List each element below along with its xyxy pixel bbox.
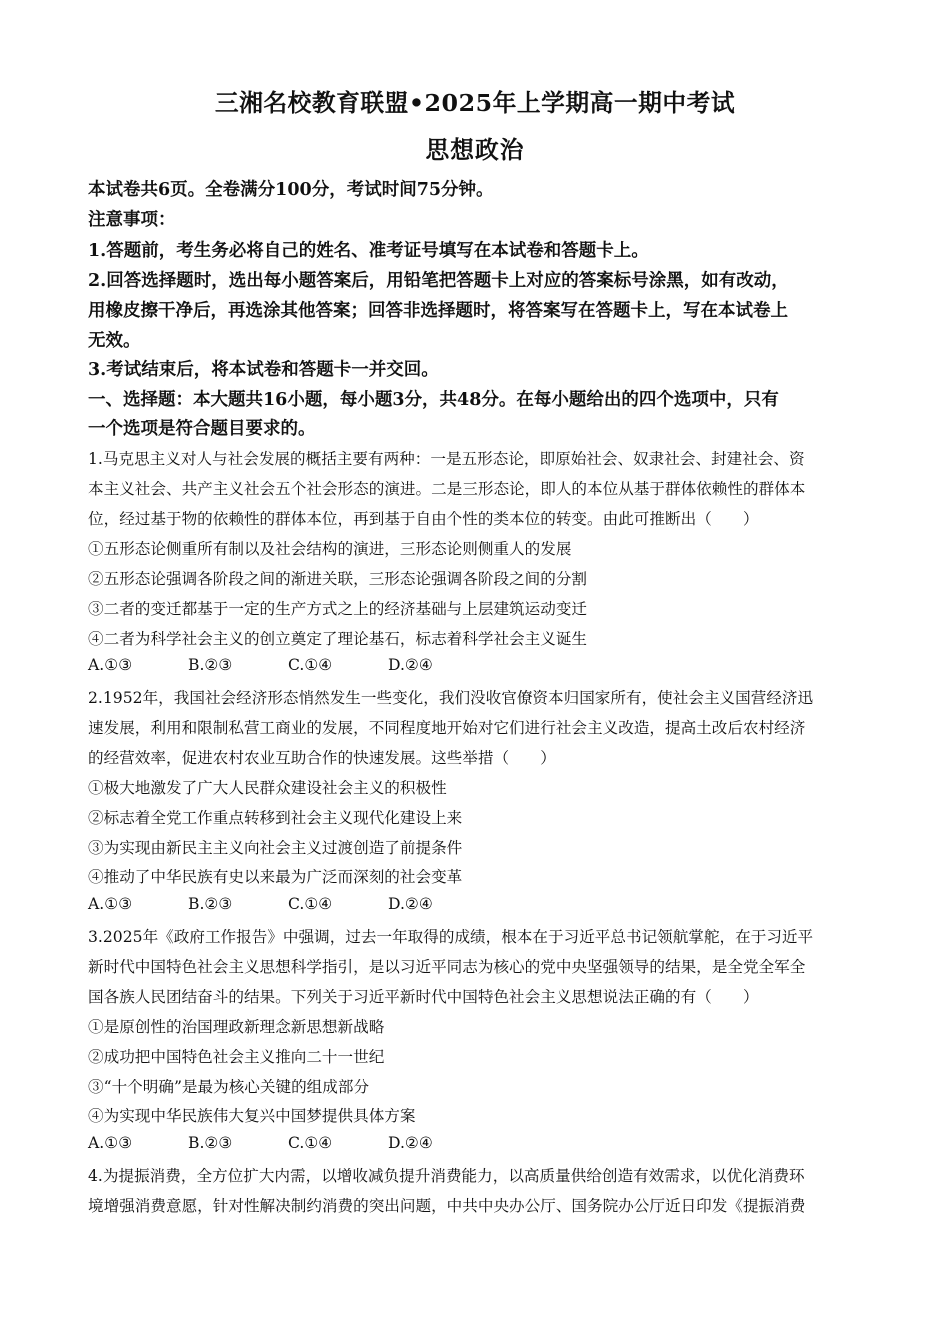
- q2-stem-line-2: 速发展，利用和限制私营工商业的发展，不同程度地开始对它们进行社会主义改造，提高土改后农村经济: [88, 719, 806, 737]
- q2-statement-2: ②标志着全党工作重点转移到社会主义现代化建设上来: [88, 809, 463, 827]
- notice-item-3: 3.考试结束后，将本试卷和答题卡一并交回。: [88, 360, 439, 380]
- q3-options: [88, 1134, 488, 1152]
- q1-stem-line-2: 本主义社会、共产主义社会五个社会形态的演进。二是三形态论，即人的本位从基于群体依赖性的群体本: [88, 480, 806, 498]
- q3-stem-line-1: 3.2025年《政府工作报告》中强调，过去一年取得的成绩，根本在于习近平总书记领航掌舵，在于习近平: [88, 928, 814, 946]
- q1-option-c[interactable]: C.①④: [288, 656, 333, 674]
- notice-item-2-line-1: 2.回答选择题时，选出每小题答案后，用铅笔把答题卡上对应的答案标号涂黑，如有改动，: [88, 271, 789, 291]
- q2-stem-line-3: 的经营效率，促进农村农业互助合作的快速发展。这些举措（ ）: [88, 749, 556, 767]
- q2-options: [88, 895, 488, 913]
- q1-option-a[interactable]: A.①③: [88, 656, 133, 674]
- q3-statement-2: ②成功把中国特色社会主义推向二十一世纪: [88, 1048, 385, 1066]
- notice-item-2-line-3: 无效。: [88, 331, 141, 351]
- q2-statement-3: ③为实现由新民主主义向社会主义过渡创造了前提条件: [88, 839, 463, 857]
- q3-option-b[interactable]: B.②③: [188, 1134, 233, 1152]
- q1-stem-line-3: 位，经过基于物的依赖性的群体本位，再到基于自由个性的类本位的转变。由此可推断出（ ）: [88, 510, 759, 528]
- q3-statement-1: ①是原创性的治国理政新理念新思想新战略: [88, 1018, 385, 1036]
- q1-options: [88, 656, 488, 674]
- q1-option-b[interactable]: B.②③: [188, 656, 233, 674]
- q2-statement-4: ④推动了中华民族有史以来最为广泛而深刻的社会变革: [88, 868, 463, 886]
- exam-intro: 本试卷共6页。全卷满分100分，考试时间75分钟。: [88, 180, 494, 200]
- q1-statement-3: ③二者的变迁都基于一定的生产方式之上的经济基础与上层建筑运动变迁: [88, 600, 588, 618]
- q1-stem-line-1: 1.马克思主义对人与社会发展的概括主要有两种：一是五形态论，即原始社会、奴隶社会、封建社会、资: [88, 450, 805, 468]
- q1-statement-2: ②五形态论强调各阶段之间的渐进关联，三形态论强调各阶段之间的分割: [88, 570, 588, 588]
- q3-option-d[interactable]: D.②④: [388, 1134, 433, 1152]
- section-heading-line-2: 一个选项是符合题目要求的。: [88, 419, 316, 439]
- q1-statement-4: ④二者为科学社会主义的创立奠定了理论基石，标志着科学社会主义诞生: [88, 630, 588, 648]
- notice-item-2-line-2: 用橡皮擦干净后，再选涂其他答案；回答非选择题时，将答案写在答题卡上，写在本试卷上: [88, 301, 788, 321]
- exam-title: 三湘名校教育联盟•2025年上学期高一期中考试: [214, 89, 736, 117]
- q3-option-a[interactable]: A.①③: [88, 1134, 133, 1152]
- notice-heading: 注意事项：: [88, 210, 176, 230]
- q4-stem-line-1: 4.为提振消费，全方位扩大内需，以增收减负提升消费能力，以高质量供给创造有效需求，以优化消费环: [88, 1167, 805, 1185]
- q2-option-b[interactable]: B.②③: [188, 895, 233, 913]
- notice-item-1: 1.答题前，考生务必将自己的姓名、准考证号填写在本试卷和答题卡上。: [88, 241, 649, 261]
- q4-stem-line-2: 境增强消费意愿，针对性解决制约消费的突出问题，中共中央办公厅、国务院办公厅近日印发《提振消费: [88, 1197, 806, 1215]
- q2-statement-1: ①极大地激发了广大人民群众建设社会主义的积极性: [88, 779, 447, 797]
- q3-statement-3: ③“十个明确”是最为核心关键的组成部分: [88, 1078, 370, 1096]
- q1-statement-1: ①五形态论侧重所有制以及社会结构的演进，三形态论则侧重人的发展: [88, 540, 572, 558]
- subject-title: 思想政治: [425, 136, 525, 164]
- q3-stem-line-3: 国各族人民团结奋斗的结果。下列关于习近平新时代中国特色社会主义思想说法正确的有（ ）: [88, 988, 759, 1006]
- q2-stem-line-1: 2.1952年，我国社会经济形态悄然发生一些变化，我们没收官僚资本归国家所有，使社会主义国营经济迅: [88, 689, 814, 707]
- q3-stem-line-2: 新时代中国特色社会主义思想科学指引，是以习近平同志为核心的党中央坚强领导的结果，是全党全军全: [88, 958, 806, 976]
- q1-option-d[interactable]: D.②④: [388, 656, 433, 674]
- section-heading-line-1: 一、选择题：本大题共16小题，每小题3分，共48分。在每小题给出的四个选项中，只有: [88, 390, 779, 410]
- q2-option-a[interactable]: A.①③: [88, 895, 133, 913]
- q2-option-d[interactable]: D.②④: [388, 895, 433, 913]
- q3-option-c[interactable]: C.①④: [288, 1134, 333, 1152]
- q2-option-c[interactable]: C.①④: [288, 895, 333, 913]
- q3-statement-4: ④为实现中华民族伟大复兴中国梦提供具体方案: [88, 1107, 416, 1125]
